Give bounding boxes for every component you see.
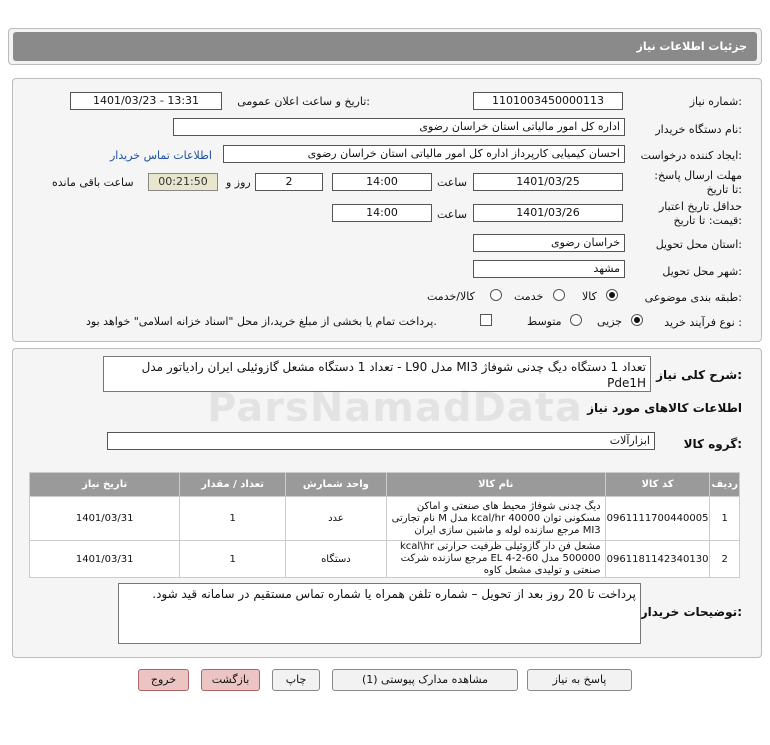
item-unit: دستگاه bbox=[285, 541, 386, 578]
treasury-payment-checkbox[interactable] bbox=[480, 314, 492, 326]
buyer-label: نام دستگاه خریدار: bbox=[655, 123, 742, 136]
validity-label: حداقل تاریخ اعتبار قیمت: تا تاریخ: bbox=[658, 200, 742, 227]
item-date: 1401/03/31 bbox=[30, 541, 180, 578]
col-name: نام کالا bbox=[386, 473, 605, 497]
remaining-time-field: 00:21:50 bbox=[148, 173, 218, 191]
treasury-payment-note: پرداخت تمام یا بخشی از مبلغ خرید،از محل "اسناد خزانه اسلامی" خواهد بود. bbox=[86, 315, 437, 328]
goods-table bbox=[29, 472, 740, 578]
category-label: طبقه بندی موضوعی: bbox=[644, 291, 742, 304]
summary-label: شرح کلی نیاز: bbox=[656, 368, 742, 382]
item-unit: عدد bbox=[285, 497, 386, 541]
item-qty: 1 bbox=[180, 497, 286, 541]
creator-field[interactable]: احسان کیمیایی کارپرداز اداره کل امور مالیاتی استان خراسان رضوی bbox=[223, 145, 625, 163]
item-name: دیگ چدنی شوفاژ محیط های صنعتی و اماکن مسکونی توان 40000 kcal/hr مدل M نام تجارتی MI3 مرجع سازنده لوله و ماشین سازی ایران bbox=[386, 497, 605, 541]
process-medium-radio[interactable] bbox=[570, 314, 582, 326]
process-minor-label: جزیی bbox=[597, 315, 623, 328]
category-goods-service-radio[interactable] bbox=[490, 289, 502, 301]
buyer-contact-link[interactable]: اطلاعات تماس خریدار bbox=[110, 149, 212, 162]
col-date: تاریخ نیاز bbox=[30, 473, 180, 497]
remaining-label: ساعت باقی مانده bbox=[52, 176, 134, 189]
buyer-notes-field[interactable]: پرداخت تا 20 روز بعد از تحویل – شماره تلفن همراه یا شماره تماس مستقیم در سامانه قید شود. bbox=[118, 583, 641, 644]
buyer-notes-label: توضیحات خریدار: bbox=[640, 605, 742, 619]
goods-group-field[interactable]: ابزارآلات bbox=[107, 432, 655, 450]
table-row[interactable] bbox=[30, 497, 740, 541]
print-button[interactable]: چاپ bbox=[272, 669, 320, 691]
page-title: جزئیات اطلاعات نیاز bbox=[636, 40, 747, 53]
item-qty: 1 bbox=[180, 541, 286, 578]
category-goods-service-label: کالا/خدمت bbox=[427, 290, 475, 303]
announce-datetime-field[interactable]: 1401/03/23 - 13:31 bbox=[70, 92, 222, 110]
page-header bbox=[8, 28, 762, 65]
col-row: ردیف bbox=[710, 473, 740, 497]
category-goods-label: کالا bbox=[582, 290, 597, 303]
days-label: روز و bbox=[226, 176, 251, 189]
row-number: 1 bbox=[710, 497, 740, 541]
row-number: 2 bbox=[710, 541, 740, 578]
validity-time-label: ساعت bbox=[437, 208, 467, 221]
category-service-label: خدمت bbox=[514, 290, 544, 303]
process-minor-radio[interactable] bbox=[631, 314, 643, 326]
reply-button[interactable]: پاسخ به نیاز bbox=[527, 669, 632, 691]
col-qty: تعداد / مقدار bbox=[180, 473, 286, 497]
item-code: 0961181142340130 bbox=[605, 541, 710, 578]
item-code: 0961111700440005 bbox=[605, 497, 710, 541]
summary-field[interactable]: تعداد 1 دستگاه دیگ چدنی شوفاژ MI3 مدل L90 - تعداد 1 دستگاه مشعل گازوئیلی ایران رادیاتور مدل Pde1H bbox=[103, 356, 651, 392]
category-goods-radio[interactable] bbox=[606, 289, 618, 301]
item-name: مشعل فن دار گازوئیلی ظرفیت حرارتی kcal\hr 500000 مدل EL 4-2-60 مرجع سازنده شرکت صنعتی و تولیدی مشعل کاوه bbox=[386, 541, 605, 578]
need-number-label: شماره نیاز: bbox=[689, 95, 742, 108]
process-label: نوع فرآیند خرید : bbox=[664, 316, 742, 329]
category-service-radio[interactable] bbox=[553, 289, 565, 301]
exit-button[interactable]: خروج bbox=[138, 669, 189, 691]
deadline-time-field[interactable]: 14:00 bbox=[332, 173, 432, 191]
city-field[interactable]: مشهد bbox=[473, 260, 625, 278]
days-field[interactable]: 2 bbox=[255, 173, 323, 191]
col-code: کد کالا bbox=[605, 473, 710, 497]
announce-label: تاریخ و ساعت اعلان عمومی: bbox=[237, 95, 370, 108]
back-button[interactable]: بازگشت bbox=[201, 669, 260, 691]
col-unit: واحد شمارش bbox=[285, 473, 386, 497]
goods-table-header bbox=[30, 473, 740, 497]
province-label: استان محل تحویل: bbox=[655, 238, 742, 251]
deadline-time-label: ساعت bbox=[437, 176, 467, 189]
goods-group-label: گروه کالا: bbox=[683, 437, 742, 451]
table-row[interactable] bbox=[30, 541, 740, 578]
deadline-label: مهلت ارسال پاسخ: تا تاریخ: bbox=[654, 169, 742, 196]
view-attachments-button[interactable]: مشاهده مدارک پیوستی (1) bbox=[332, 669, 518, 691]
validity-time-field[interactable]: 14:00 bbox=[332, 204, 432, 222]
header-bar bbox=[13, 32, 757, 61]
province-field[interactable]: خراسان رضوی bbox=[473, 234, 625, 252]
buyer-field[interactable]: اداره کل امور مالیاتی استان خراسان رضوی bbox=[173, 118, 625, 136]
creator-label: ایجاد کننده درخواست: bbox=[640, 149, 742, 162]
process-medium-label: متوسط bbox=[527, 315, 562, 328]
item-date: 1401/03/31 bbox=[30, 497, 180, 541]
deadline-date-field[interactable]: 1401/03/25 bbox=[473, 173, 623, 191]
validity-date-field[interactable]: 1401/03/26 bbox=[473, 204, 623, 222]
goods-section-title: اطلاعات کالاهای مورد نیاز bbox=[587, 401, 742, 415]
city-label: شهر محل تحویل: bbox=[662, 265, 742, 278]
need-number-field[interactable]: 1101003450000113 bbox=[473, 92, 623, 110]
